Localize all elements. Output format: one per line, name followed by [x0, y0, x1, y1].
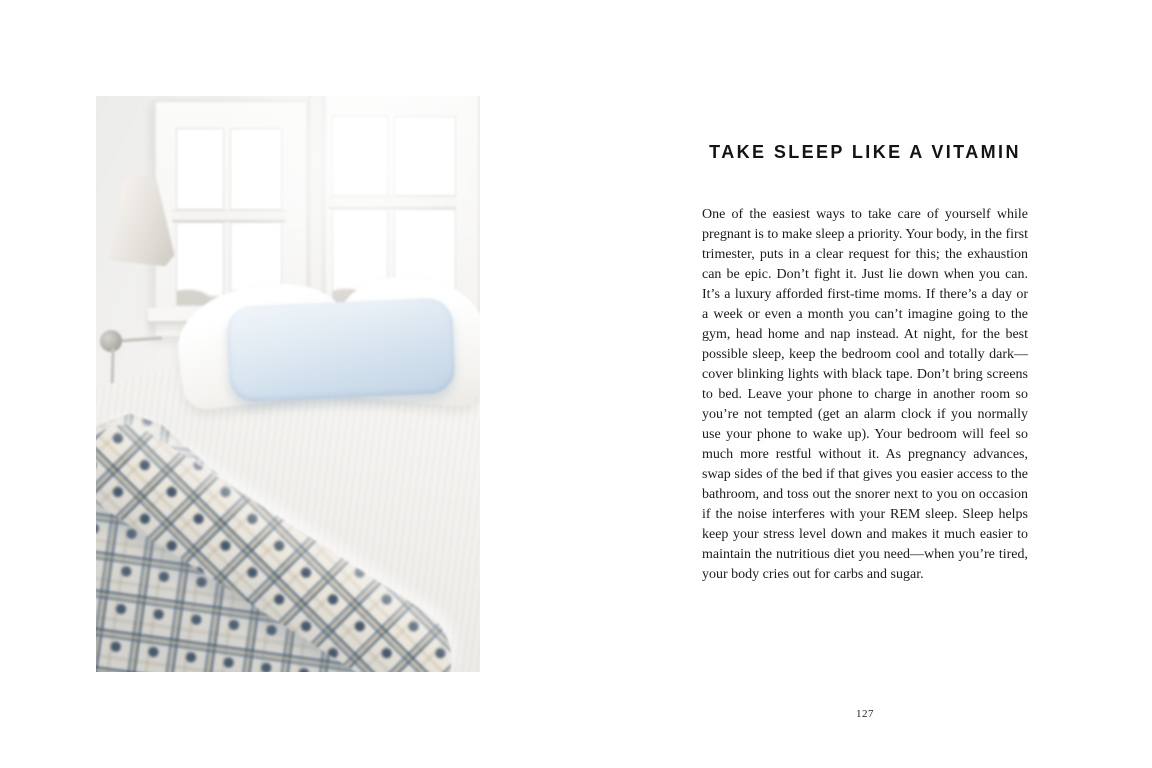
blue-lumbar-pillow: [226, 297, 456, 403]
window-pane: [176, 128, 224, 210]
window-pane: [394, 116, 456, 196]
window-sash-rail: [328, 196, 456, 209]
page-number: 127: [856, 708, 874, 720]
window-sash-rail: [172, 210, 286, 222]
window-pane: [332, 116, 388, 196]
bedroom-photo: [96, 96, 480, 672]
right-page-column: [702, 0, 1028, 585]
photo-scene: [96, 96, 480, 672]
body-paragraph: One of the easiest ways to take care of yourself while pregnant is to make sleep a priority. Your body, in the first trimester, puts in a clear request for this; the exhaustion can be epic. Don’t fight it. Just lie down when you can. It’s a luxury afforded first-time moms. If there’s a day or a week or even a month you can’t imagine going to the gym, head home and nap instead. At night, for the best possible sleep, keep the bedroom cool and totally dark—cover blinking lights with black tape. Don’t bring screens to bed. Leave your phone to charge in another room so you’re not tempted (get an alarm clock if you normally use your phone to wake up). Your bedroom will feel so much more restful without it. As pregnancy advances, swap sides of the bed if that gives you easier access to the bathroom, and toss out the snorer next to you on occasion if the noise interferes with your REM sleep. Sleep helps keep your stress level down and makes it much easier to maintain the nutritious diet you need—when you’re tired, your body cries out for carbs and sugar.: [702, 207, 1028, 582]
window-pane: [176, 222, 224, 306]
window-pane: [230, 128, 282, 210]
chapter-heading: TAKE SLEEP LIKE A VITAMIN: [709, 142, 1021, 162]
